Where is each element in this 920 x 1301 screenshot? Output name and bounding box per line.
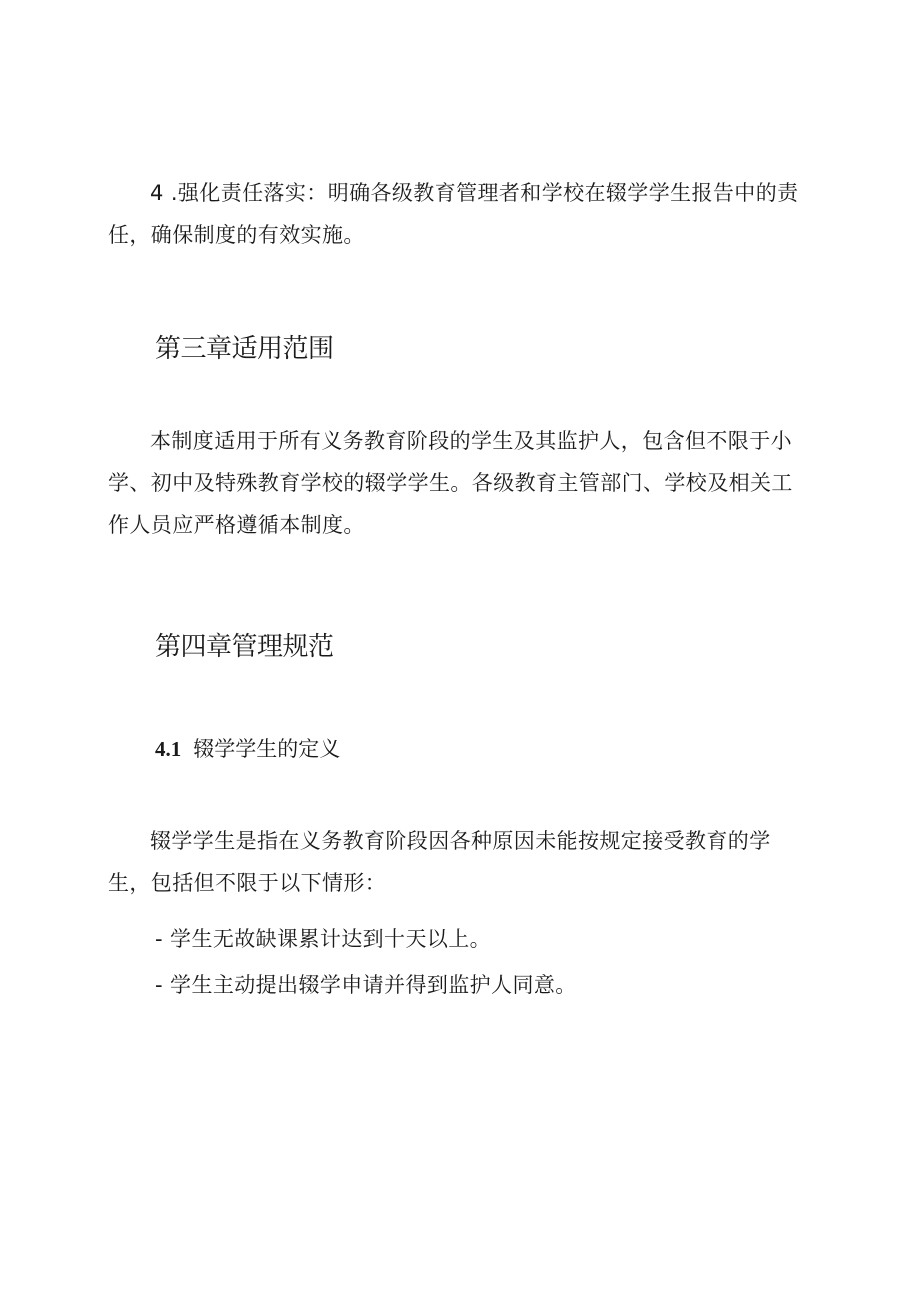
section-title: 辍学学生的定义 bbox=[193, 737, 341, 761]
chapter-4-body: 辍学学生是指在义务教育阶段因各种原因未能按规定接受教育的学生，包括但不限于以下情形： bbox=[108, 829, 771, 895]
chapter-3-body: 本制度适用于所有义务教育阶段的学生及其监护人，包含但不限于小学、初中及特殊教育学校的辍学学生。各级教育主管部门、学校及相关工作人员应严格遵循本制度。 bbox=[108, 429, 793, 537]
section-4-1-heading bbox=[155, 732, 340, 766]
chapter-4-heading: 第四章管理规范 bbox=[155, 632, 334, 662]
item-4-paragraph: 4 .强化责任落实：明确各级教育管理者和学校在辍学学生报告中的责任，确保制度的有效实施。 bbox=[108, 181, 799, 247]
chapter-3-heading: 第三章适用范围 bbox=[155, 334, 334, 364]
bullet-item: - 学生主动提出辍学申请并得到监护人同意。 bbox=[155, 973, 577, 997]
bullet-item: - 学生无故缺课累计达到十天以上。 bbox=[155, 927, 492, 951]
section-number: 4.1 bbox=[155, 737, 182, 761]
